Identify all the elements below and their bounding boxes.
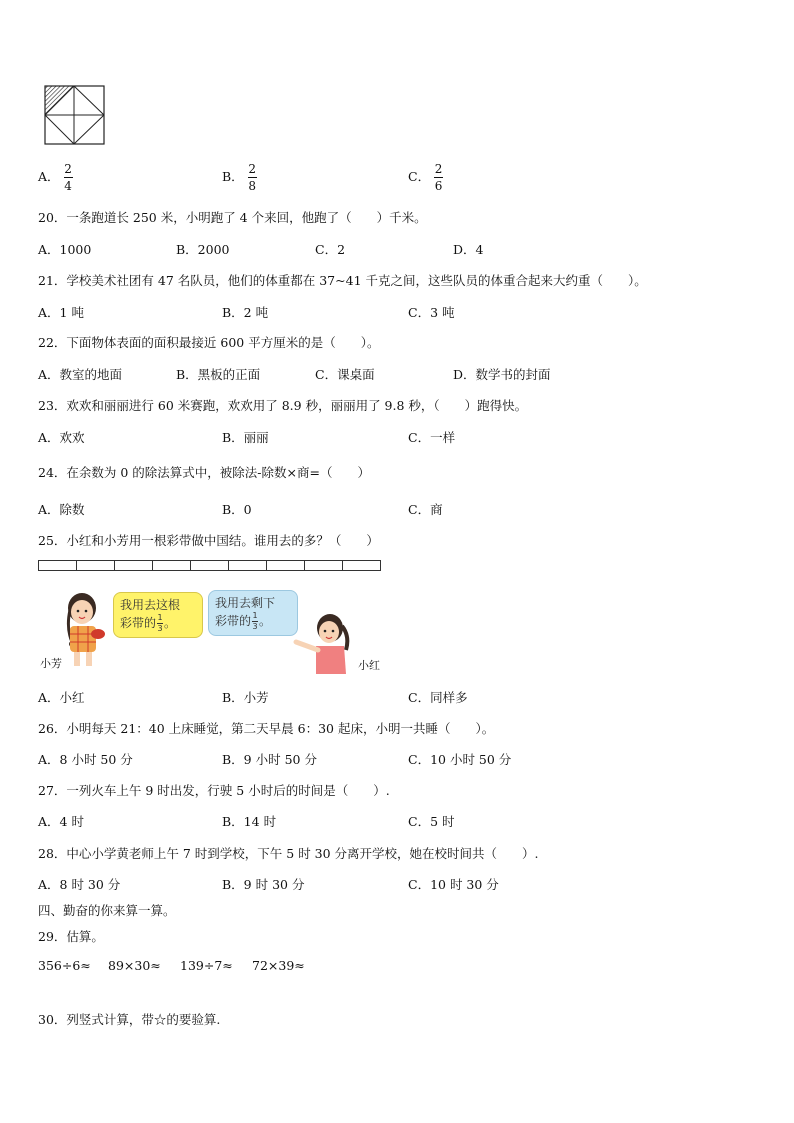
q19-option-b[interactable] [222, 163, 257, 192]
q19-option-c[interactable] [408, 163, 443, 192]
estimate-item: 139÷7≈ [180, 958, 233, 973]
q28-option-a[interactable]: A．8 时 30 分 [38, 877, 121, 892]
q21-option-b[interactable]: B．2 吨 [222, 305, 269, 320]
fraction-one-third: $\frac{1}{3}$ [157, 613, 163, 633]
estimate-item: 72×39≈ [252, 958, 305, 973]
q26-option-b[interactable]: B．9 小时 50 分 [222, 752, 317, 767]
fraction: $\frac{2}{4}$ [64, 162, 72, 193]
speech-bubble-xiaofang: 我用去这根 彩带的 $\frac{1}{3}$ 。 [113, 592, 203, 638]
girl-xiaofang-illustration [60, 588, 118, 670]
q23-option-a[interactable]: A．欢欢 [38, 430, 85, 445]
q27-option-a[interactable]: A．4 时 [38, 814, 84, 829]
ribbon-segment [38, 560, 76, 571]
q22-option-c[interactable]: C．课桌面 [315, 367, 375, 382]
q26-option-a[interactable]: A．8 小时 50 分 [38, 752, 133, 767]
ribbon-segment [228, 560, 266, 571]
q20-option-d[interactable]: D．4 [453, 242, 484, 257]
ribbon-diagram [38, 560, 381, 571]
question-25: 25．小红和小芳用一根彩带做中国结。谁用去的多？（ ） [38, 533, 379, 548]
q26-option-c[interactable]: C．10 小时 50 分 [408, 752, 512, 767]
question-22: 22．下面物体表面的面积最接近 600 平方厘米的是（ ）。 [38, 335, 380, 350]
estimate-item: 89×30≈ [108, 958, 161, 973]
q24-option-a[interactable]: A．除数 [38, 502, 85, 517]
q19-option-a[interactable] [38, 163, 73, 192]
q24-option-b[interactable]: B．0 [222, 502, 252, 517]
question-20: 20．一条跑道长 250 米，小明跑了 4 个来回，他跑了（ ）千米。 [38, 210, 427, 225]
speech-bubble-xiaohong: 我用去剩下 彩带的 $\frac{1}{3}$ 。 [208, 590, 298, 636]
girl-xiaohong-illustration [290, 612, 356, 674]
question-28: 28．中心小学黄老师上午 7 时到学校，下午 5 时 30 分离开学校，她在校时间共（ ）. [38, 846, 539, 861]
ribbon-segment [266, 560, 304, 571]
q22-option-a[interactable]: A．教室的地面 [38, 367, 123, 382]
fraction: $\frac{2}{6}$ [434, 162, 443, 193]
q23-option-c[interactable]: C．一样 [408, 430, 456, 445]
question-26: 26．小明每天 21：40 上床睡觉，第二天早晨 6：30 起床，小明一共睡（ ）。 [38, 721, 495, 736]
option-letter: B． [222, 169, 244, 184]
ribbon-segment [152, 560, 190, 571]
question-21: 21．学校美术社团有 47 名队员，他们的体重都在 37~41 千克之间，这些队员的体重合起来大约重（ ）。 [38, 273, 647, 288]
q25-option-a[interactable]: A．小红 [38, 690, 85, 705]
q20-option-a[interactable]: A．1000 [38, 242, 92, 257]
ribbon-segment [114, 560, 152, 571]
fraction: $\frac{2}{8}$ [248, 162, 256, 193]
q25-option-c[interactable]: C．同样多 [408, 690, 468, 705]
estimate-item: 356÷6≈ [38, 958, 91, 973]
fraction-one-third: $\frac{1}{3}$ [252, 611, 258, 631]
q22-option-d[interactable]: D．数学书的封面 [453, 367, 551, 382]
q24-option-c[interactable]: C．商 [408, 502, 443, 517]
ribbon-segment [76, 560, 114, 571]
section-heading-4: 四、勤奋的你来算一算。 [38, 903, 176, 918]
q27-option-c[interactable]: C．5 时 [408, 814, 455, 829]
name-xiaohong: 小红 [358, 659, 380, 672]
q28-option-c[interactable]: C．10 时 30 分 [408, 877, 499, 892]
option-letter: A． [38, 169, 60, 184]
question-24: 24．在余数为 0 的除法算式中，被除法-除数×商=（ ） [38, 465, 370, 480]
q20-option-b[interactable]: B．2000 [176, 242, 230, 257]
option-letter: C． [408, 169, 431, 184]
q27-option-b[interactable]: B．14 时 [222, 814, 277, 829]
q28-option-b[interactable]: B．9 时 30 分 [222, 877, 305, 892]
ribbon-segment [304, 560, 342, 571]
q23-option-b[interactable]: B．丽丽 [222, 430, 269, 445]
q21-option-c[interactable]: C．3 吨 [408, 305, 455, 320]
name-xiaofang: 小芳 [40, 657, 62, 670]
ribbon-segment [190, 560, 228, 571]
question-27: 27．一列火车上午 9 时出发，行驶 5 小时后的时间是（ ）. [38, 783, 390, 798]
q21-option-a[interactable]: A．1 吨 [38, 305, 84, 320]
q25-option-b[interactable]: B．小芳 [222, 690, 269, 705]
q20-option-c[interactable]: C．2 [315, 242, 346, 257]
question-23: 23．欢欢和丽丽进行 60 米赛跑，欢欢用了 8.9 秒，丽丽用了 9.8 秒，（ ）跑得快。 [38, 398, 528, 413]
ribbon-segment [342, 560, 381, 571]
question-30: 30．列竖式计算，带☆的要验算. [38, 1012, 221, 1027]
q22-option-b[interactable]: B．黑板的正面 [176, 367, 261, 382]
question-29: 29．估算。 [38, 929, 104, 944]
q19-square-figure [44, 85, 106, 145]
